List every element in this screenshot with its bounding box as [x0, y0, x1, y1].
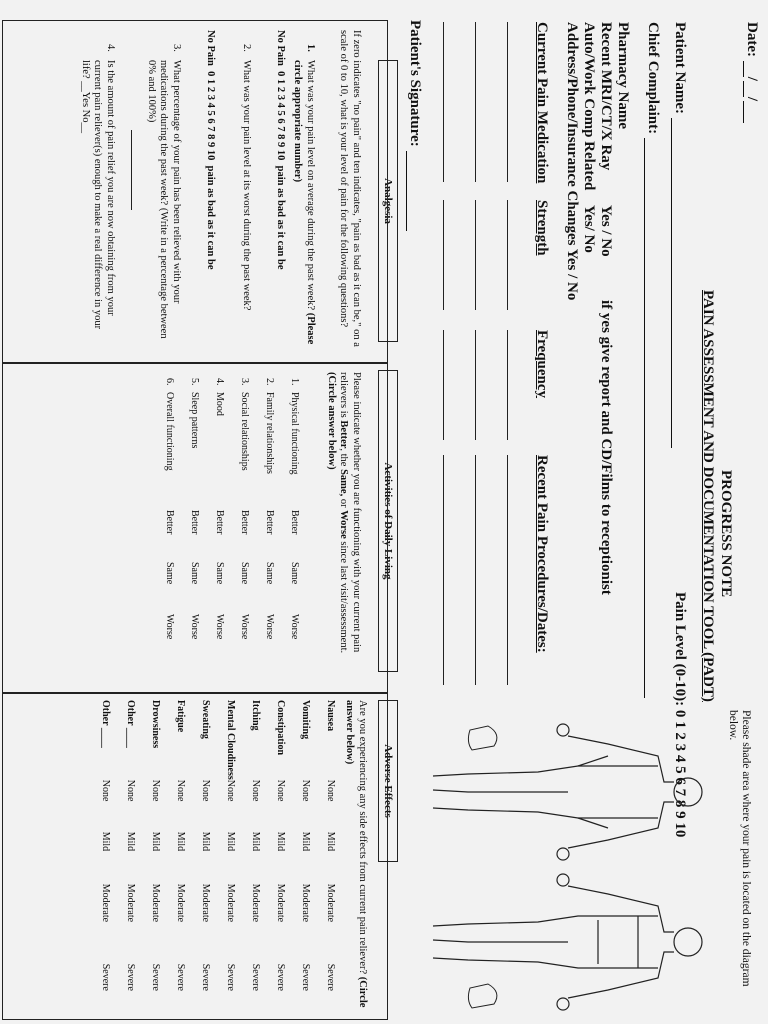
- q2-text: What was your pain level at its worst during the past week?: [241, 60, 252, 311]
- adverse-option-none[interactable]: None: [125, 779, 136, 802]
- adl-option-same[interactable]: Same: [239, 562, 250, 585]
- adverse-option-severe[interactable]: Severe: [125, 963, 136, 991]
- strength-line[interactable]: [443, 200, 444, 310]
- q3-text: What percentage of your pain has been relieved with your medications during the past week? (Write in a percentage between 0% and 100%): [146, 60, 182, 339]
- hands-icon: [468, 726, 497, 1008]
- analgesia-box: [2, 20, 388, 364]
- form-title: PROGRESS NOTE: [718, 470, 734, 598]
- adverse-row: [161, 700, 186, 1024]
- adl-label: Physical functioning: [289, 392, 300, 475]
- body-back-icon: [433, 874, 702, 1010]
- adverse-label: Constipation: [275, 700, 286, 756]
- adverse-row: [261, 700, 286, 1024]
- adl-option-same[interactable]: Same: [214, 562, 225, 585]
- adl-option-worse[interactable]: Worse: [214, 614, 225, 640]
- adl-table: [150, 378, 300, 664]
- chief-complaint-label: Chief Complaint:: [645, 22, 661, 135]
- adl-title: Activities of Daily Living: [378, 370, 398, 672]
- adverse-option-moderate[interactable]: Moderate: [100, 883, 111, 923]
- adl-option-same[interactable]: Same: [289, 562, 300, 585]
- body-diagram[interactable]: [418, 720, 718, 1020]
- adverse-option-moderate[interactable]: Moderate: [250, 883, 261, 923]
- recent-mri-label: Recent MRI/CT/X Ray: [598, 22, 614, 171]
- adverse-row: [236, 700, 261, 1024]
- adl-label: Sleep patterns: [189, 392, 200, 449]
- q4-text[interactable]: Is the amount of pain relief you are now obtaining from your current pain reliever(s) enough to make a real difference in your life? __Yes No__: [80, 60, 116, 330]
- adverse-option-severe[interactable]: Severe: [275, 963, 286, 991]
- chief-complaint-field[interactable]: [644, 22, 661, 698]
- adverse-option-mild[interactable]: Mild: [225, 831, 236, 852]
- adverse-option-none[interactable]: None: [150, 779, 161, 802]
- adverse-label: Fatigue: [175, 700, 186, 733]
- adverse-table: [86, 700, 336, 1024]
- adl-option-same[interactable]: Same: [189, 562, 200, 585]
- adverse-intro: Are you experiencing any side effects from current pain reliever? (Circle answer below): [344, 700, 368, 1008]
- adverse-option-severe[interactable]: Severe: [150, 963, 161, 991]
- adverse-option-moderate[interactable]: Moderate: [275, 883, 286, 923]
- adverse-option-severe[interactable]: Severe: [175, 963, 186, 991]
- adverse-title: Adverse Effects: [378, 700, 398, 862]
- adl-row: 3. Social relationships Better Same Worse: [225, 378, 250, 664]
- procedure-line[interactable]: [443, 455, 444, 685]
- adverse-option-severe[interactable]: Severe: [225, 963, 236, 991]
- adl-label: Mood: [214, 392, 225, 416]
- date-label: Date:: [744, 22, 760, 57]
- analgesia-title: Analgesia: [378, 60, 398, 342]
- adverse-option-mild[interactable]: Mild: [250, 831, 261, 852]
- adverse-option-none[interactable]: None: [300, 779, 311, 802]
- adverse-option-none[interactable]: None: [325, 779, 336, 802]
- adl-option-worse[interactable]: Worse: [164, 614, 175, 640]
- adverse-row: [311, 700, 336, 1024]
- adverse-label: Vomiting: [300, 700, 311, 740]
- auto-work-label: Auto/Work Comp Related: [581, 22, 597, 191]
- adl-intro: Please indicate whether you are functioning with your current pain relievers is Better, the Same, or Worse since last visit/assessment. (Circle answer below): [326, 372, 362, 654]
- body-front-icon: [433, 724, 702, 860]
- adverse-option-mild[interactable]: Mild: [300, 831, 311, 852]
- adl-label: Family relationships: [264, 392, 275, 474]
- adl-label: Overall functioning: [164, 392, 175, 471]
- adverse-option-mild[interactable]: Mild: [100, 831, 111, 852]
- adverse-label: Mental Cloudiness: [225, 700, 236, 780]
- adverse-label: Nausea: [325, 700, 336, 732]
- adverse-option-mild[interactable]: Mild: [200, 831, 211, 852]
- adl-option-better[interactable]: Better: [239, 510, 250, 535]
- strength-line[interactable]: [507, 200, 508, 310]
- adverse-option-severe[interactable]: Severe: [100, 963, 111, 991]
- patient-name-label: Patient Name:: [672, 22, 688, 115]
- adl-option-worse[interactable]: Worse: [189, 614, 200, 640]
- adl-option-worse[interactable]: Worse: [239, 614, 250, 640]
- adverse-option-moderate[interactable]: Moderate: [325, 883, 336, 923]
- adverse-option-none[interactable]: None: [250, 779, 261, 802]
- adverse-label: Drowsiness: [150, 700, 161, 749]
- procedure-line[interactable]: [507, 455, 508, 685]
- q1-text: What was your pain level on average during the past week? (Please circle appropriate number): [292, 60, 316, 345]
- adverse-option-none[interactable]: None: [275, 779, 286, 802]
- adverse-option-moderate[interactable]: Moderate: [300, 883, 311, 923]
- q2-scale[interactable]: No Pain 0 1 2 3 4 5 6 7 8 9 10 pain as bad as it can be: [205, 30, 216, 270]
- date-field[interactable]: Date: //: [743, 22, 760, 123]
- signature-label: Patient's Signature:: [407, 20, 423, 147]
- q3-answer-line[interactable]: [131, 130, 132, 210]
- adverse-label[interactable]: Other ____: [100, 700, 111, 748]
- adl-label: Social relationships: [239, 392, 250, 471]
- adverse-row: [286, 700, 311, 1024]
- med-line[interactable]: [507, 22, 508, 182]
- adverse-label: Itching: [250, 700, 261, 731]
- frequency-line[interactable]: [475, 330, 476, 440]
- adverse-option-none[interactable]: None: [225, 779, 236, 802]
- adverse-option-none[interactable]: None: [200, 779, 211, 802]
- adverse-option-moderate[interactable]: Moderate: [150, 883, 161, 923]
- recent-mri-note: if yes give report and CD/Films to receptionist: [598, 300, 614, 595]
- medication-col-header: Current Pain Medication: [534, 22, 550, 184]
- adverse-row: [211, 700, 236, 1024]
- adverse-option-mild[interactable]: Mild: [125, 831, 136, 852]
- procedures-col-header: Recent Pain Procedures/Dates:: [534, 455, 550, 653]
- adverse-label[interactable]: Other ____: [125, 700, 136, 748]
- adl-option-same[interactable]: Same: [164, 562, 175, 585]
- frequency-line[interactable]: [507, 330, 508, 440]
- procedure-line[interactable]: [475, 455, 476, 685]
- adl-row: 5. Sleep patterns Better Same Worse: [175, 378, 200, 664]
- recent-mri-yes-no[interactable]: Yes / No: [598, 205, 614, 257]
- adverse-option-severe[interactable]: Severe: [200, 963, 211, 991]
- pain-level-scale[interactable]: Pain Level (0-10): 0 1 2 3 4 5 6 7 8 9 10: [672, 592, 688, 838]
- pharmacy-name-label: Pharmacy Name: [615, 22, 631, 130]
- adverse-option-none[interactable]: None: [100, 779, 111, 802]
- adverse-option-moderate[interactable]: Moderate: [175, 883, 186, 923]
- q1-number: 1.: [305, 44, 316, 52]
- adl-row: 4. Mood Better Same Worse: [200, 378, 225, 664]
- adverse-option-moderate[interactable]: Moderate: [225, 883, 236, 923]
- adl-option-better[interactable]: Better: [264, 510, 275, 535]
- adverse-option-mild[interactable]: Mild: [325, 831, 336, 852]
- strength-col-header: Strength: [534, 200, 550, 256]
- adl-row: 6. Overall functioning Better Same Worse: [150, 378, 175, 664]
- adverse-row: [186, 700, 211, 1024]
- adl-option-better[interactable]: Better: [214, 510, 225, 535]
- adl-option-better[interactable]: Better: [164, 510, 175, 535]
- adl-row: 2. Family relationships Better Same Worse: [250, 378, 275, 664]
- adverse-row: [111, 700, 136, 1024]
- adverse-label: Sweating: [200, 700, 211, 739]
- form-subtitle: PAIN ASSESSMENT AND DOCUMENTATION TOOL (PADT): [700, 290, 716, 702]
- q1-scale[interactable]: No Pain 0 1 2 3 4 5 6 7 8 9 10 pain as bad as it can be: [275, 30, 286, 270]
- strength-line[interactable]: [475, 200, 476, 310]
- adverse-row: [136, 700, 161, 1024]
- adverse-option-moderate[interactable]: Moderate: [125, 883, 136, 923]
- frequency-col-header: Frequency: [534, 330, 550, 399]
- adverse-option-severe[interactable]: Severe: [300, 963, 311, 991]
- q2-number: 2.: [241, 44, 252, 52]
- adl-row: 1. Physical functioning Better Same Worse: [275, 378, 300, 664]
- patient-name-field[interactable]: [671, 22, 688, 448]
- adverse-option-mild[interactable]: Mild: [150, 831, 161, 852]
- adl-option-better[interactable]: Better: [189, 510, 200, 535]
- adl-option-worse[interactable]: Worse: [264, 614, 275, 640]
- adverse-option-mild[interactable]: Mild: [175, 831, 186, 852]
- address-changes-label[interactable]: Address/Phone/Insurance Changes Yes / No: [564, 22, 580, 301]
- adl-option-same[interactable]: Same: [264, 562, 275, 585]
- adverse-row: [86, 700, 111, 1024]
- med-line[interactable]: [475, 22, 476, 182]
- med-line[interactable]: [443, 22, 444, 182]
- adverse-option-mild[interactable]: Mild: [275, 831, 286, 852]
- q3-number: 3.: [171, 44, 182, 52]
- adverse-option-none[interactable]: None: [175, 779, 186, 802]
- adverse-option-severe[interactable]: Severe: [325, 963, 336, 991]
- auto-work-yes-no[interactable]: Yes/ No: [581, 205, 597, 253]
- analgesia-intro: If zero indicates "no pain" and ten indicates, "pain as bad as it can be," on a scale of 0 to 10, what is your level of pain for the following questions?: [338, 30, 362, 347]
- frequency-line[interactable]: [443, 330, 444, 440]
- adl-option-worse[interactable]: Worse: [289, 614, 300, 640]
- adverse-option-moderate[interactable]: Moderate: [200, 883, 211, 923]
- signature-field[interactable]: [406, 20, 423, 231]
- diagram-instructions: Please shade area where your pain is located on the diagram below.: [727, 710, 752, 987]
- adl-option-better[interactable]: Better: [289, 510, 300, 535]
- adverse-option-severe[interactable]: Severe: [250, 963, 261, 991]
- q4-number: 4.: [105, 44, 116, 52]
